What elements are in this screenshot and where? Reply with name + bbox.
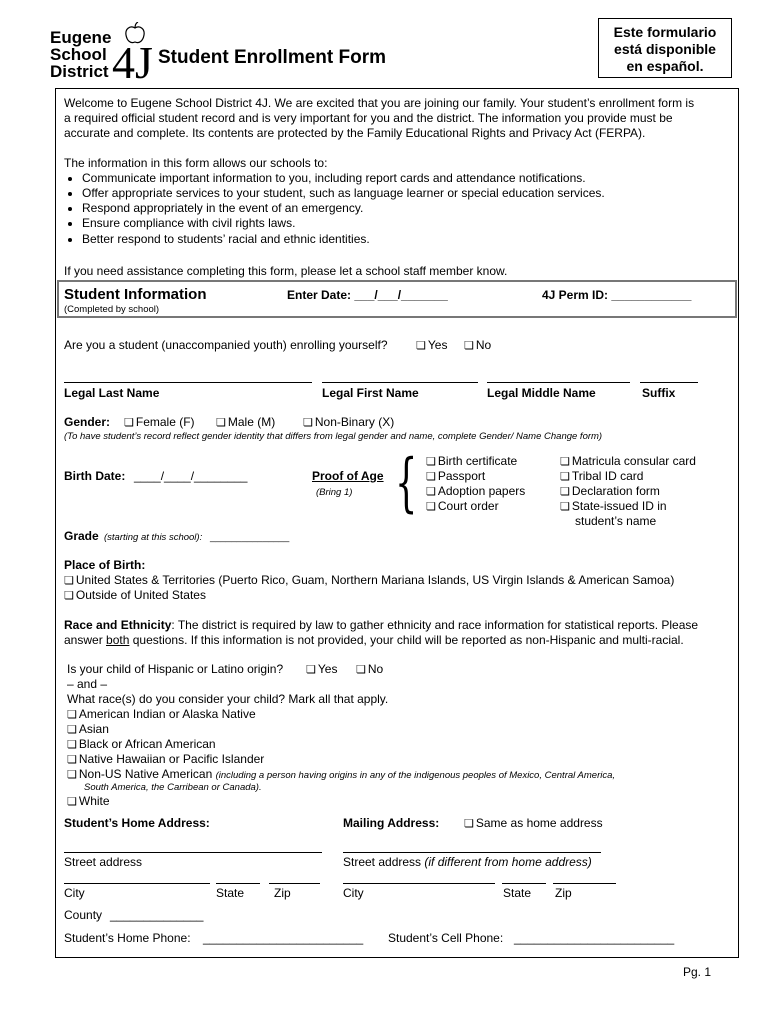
student-info-subtitle: (Completed by school) bbox=[64, 304, 160, 315]
proof-passport-checkbox[interactable]: ❏ Passport bbox=[426, 469, 485, 483]
home-state-line[interactable] bbox=[216, 883, 260, 884]
logo-4j-mark: 4J bbox=[112, 37, 153, 88]
list-item: • Communicate important information to you, including report cards and attendance notifications. bbox=[82, 171, 734, 186]
grade-field[interactable]: _______________ bbox=[210, 532, 290, 543]
list-item: • Offer appropriate services to your student, such as language learner or special education services. bbox=[82, 186, 734, 201]
first-name-line[interactable] bbox=[322, 382, 478, 383]
same-as-home-checkbox[interactable]: ❏ Same as home address bbox=[464, 816, 603, 830]
cell-phone-field[interactable]: ________________________ bbox=[514, 931, 675, 945]
gender-label: Gender: bbox=[64, 415, 111, 429]
middle-name-label: Legal Middle Name bbox=[487, 386, 596, 400]
proof-state-id-cont: student’s name bbox=[575, 514, 657, 528]
race-american-indian-checkbox[interactable]: ❏ American Indian or Alaska Native bbox=[67, 707, 256, 721]
race-answer-pre: answer bbox=[64, 633, 107, 647]
home-phone-field[interactable]: ________________________ bbox=[203, 931, 364, 945]
race-answer-both: both bbox=[106, 633, 130, 647]
gender-female-checkbox[interactable]: ❏ Female (F) bbox=[124, 415, 195, 429]
birth-us-checkbox[interactable]: ❏ United States & Territories (Puerto Rico, Guam, Northern Mariana Islands, US Virgin Islands & American Samoa) bbox=[64, 573, 674, 587]
race-asian-checkbox[interactable]: ❏ Asian bbox=[67, 722, 109, 736]
unaccompanied-question: Are you a student (unaccompanied youth) enrolling yourself? bbox=[64, 338, 388, 352]
grade-note: (starting at this school): bbox=[104, 532, 203, 543]
mailing-city-line[interactable] bbox=[343, 883, 495, 884]
home-city-label: City bbox=[64, 886, 85, 900]
welcome-line-2: a required official student record and is very important for you and the district. The information you provide must be bbox=[64, 111, 673, 126]
race-ethnicity-label: Race and Ethnicity bbox=[64, 618, 172, 632]
intro-section bbox=[64, 96, 734, 247]
race-non-us-note: (including a person having origins in any of the indigenous peoples of Mexico, Central America, bbox=[215, 770, 616, 781]
logo-line-2: School bbox=[50, 45, 107, 64]
proof-court-order-checkbox[interactable]: ❏ Court order bbox=[426, 499, 499, 513]
race-white-checkbox[interactable]: ❏ White bbox=[67, 794, 110, 808]
grade-label: Grade bbox=[64, 529, 99, 543]
proof-adoption-checkbox[interactable]: ❏ Adoption papers bbox=[426, 484, 525, 498]
mailing-zip-label: Zip bbox=[555, 886, 572, 900]
welcome-line-1: Welcome to Eugene School District 4J. We are excited that you are joining our family. Your student’s enrollment form is bbox=[64, 96, 695, 110]
hispanic-no-checkbox[interactable]: ❏ No bbox=[356, 662, 383, 676]
race-intro-line-1 bbox=[64, 618, 698, 632]
home-state-label: State bbox=[216, 886, 245, 900]
cell-phone-label: Student’s Cell Phone: bbox=[388, 931, 504, 945]
race-question: What race(s) do you consider your child? Mark all that apply. bbox=[67, 692, 389, 706]
mailing-state-label: State bbox=[503, 886, 532, 900]
unaccompanied-yes-checkbox[interactable]: ❏ Yes bbox=[416, 338, 447, 352]
mailing-zip-line[interactable] bbox=[553, 883, 616, 884]
spanish-line-3: en español. bbox=[626, 58, 704, 74]
proof-birth-certificate-checkbox[interactable]: ❏ Birth certificate bbox=[426, 454, 517, 468]
suffix-line[interactable] bbox=[640, 382, 698, 383]
mailing-city-label: City bbox=[343, 886, 364, 900]
place-of-birth-label: Place of Birth: bbox=[64, 558, 146, 572]
home-street-label: Street address bbox=[64, 855, 143, 869]
race-answer-post: questions. If this information is not provided, your child will be reported as non-Hispanic and multi-racial. bbox=[129, 633, 684, 647]
middle-name-line[interactable] bbox=[487, 382, 630, 383]
proof-state-id-checkbox[interactable]: ❏ State-issued ID in bbox=[560, 499, 667, 513]
gender-nonbinary-checkbox[interactable]: ❏ Non-Binary (X) bbox=[303, 415, 394, 429]
list-item: • Respond appropriately in the event of an emergency. bbox=[82, 201, 734, 216]
first-name-label: Legal First Name bbox=[322, 386, 419, 400]
gender-male-checkbox[interactable]: ❏ Male (M) bbox=[216, 415, 275, 429]
home-phone-label: Student’s Home Phone: bbox=[64, 931, 191, 945]
apple-icon bbox=[124, 22, 146, 46]
logo-line-1: Eugene bbox=[50, 28, 112, 47]
list-item: • Ensure compliance with civil rights laws. bbox=[82, 216, 734, 231]
home-zip-label: Zip bbox=[274, 886, 291, 900]
logo-line-3: District bbox=[50, 62, 109, 81]
list-item: • Better respond to students’ racial and ethnic identities. bbox=[82, 232, 734, 247]
proof-of-age-note: (Bring 1) bbox=[316, 487, 353, 498]
hispanic-yes-checkbox[interactable]: ❏ Yes bbox=[306, 662, 337, 676]
intro-allows: The information in this form allows our schools to: bbox=[64, 155, 328, 170]
proof-of-age-label: Proof of Age bbox=[312, 469, 384, 483]
race-non-us-row bbox=[67, 767, 615, 781]
race-black-checkbox[interactable]: ❏ Black or African American bbox=[67, 737, 216, 751]
mailing-address-label: Mailing Address: bbox=[343, 816, 440, 830]
home-city-line[interactable] bbox=[64, 883, 210, 884]
race-intro-text: : The district is required by law to gather ethnicity and race information for statistical reports. Please bbox=[171, 618, 699, 632]
mailing-state-line[interactable] bbox=[502, 883, 546, 884]
race-intro-line-2 bbox=[64, 633, 684, 647]
hispanic-question: Is your child of Hispanic or Latino origin? bbox=[67, 662, 284, 676]
birth-date-label: Birth Date: bbox=[64, 469, 126, 483]
mailing-street-label bbox=[343, 855, 592, 869]
page-number: Pg. 1 bbox=[683, 965, 712, 979]
last-name-label: Legal Last Name bbox=[64, 386, 160, 400]
gender-note: (To have student’s record reflect gender identity that differs from legal gender and name, complete Gender/ Name Change form) bbox=[64, 431, 603, 442]
proof-matricula-checkbox[interactable]: ❏ Matricula consular card bbox=[560, 454, 696, 468]
unaccompanied-no-checkbox[interactable]: ❏ No bbox=[464, 338, 491, 352]
perm-id-field[interactable]: 4J Perm ID: ____________ bbox=[542, 288, 692, 302]
brace-decoration: { bbox=[395, 446, 418, 520]
county-label: County bbox=[64, 908, 103, 922]
race-non-us-checkbox[interactable]: ❏ Non-US Native American bbox=[67, 767, 212, 781]
birth-outside-us-checkbox[interactable]: ❏ Outside of United States bbox=[64, 588, 206, 602]
spanish-line-1: Este formulario bbox=[613, 24, 717, 40]
student-info-title: Student Information bbox=[64, 286, 207, 303]
mailing-street-line[interactable] bbox=[343, 852, 601, 853]
intro-bullets bbox=[64, 171, 734, 247]
and-separator: – and – bbox=[67, 677, 108, 691]
suffix-label: Suffix bbox=[642, 386, 676, 400]
enter-date-field[interactable]: Enter Date: ___/___/_______ bbox=[287, 288, 448, 302]
county-field[interactable]: ______________ bbox=[110, 908, 204, 922]
race-non-us-note-cont: South America, the Carribean or Canada). bbox=[84, 782, 262, 793]
mailing-street-text: Street address bbox=[343, 855, 422, 869]
district-logo bbox=[50, 28, 153, 88]
home-address-label: Student’s Home Address: bbox=[64, 816, 210, 830]
spanish-line-2: está disponible bbox=[614, 41, 716, 57]
spanish-notice bbox=[598, 18, 732, 78]
birth-date-field[interactable]: ____/____/________ bbox=[134, 469, 248, 483]
home-zip-line[interactable] bbox=[269, 883, 320, 884]
welcome-line-3: accurate and complete. Its contents are protected by the Family Educational Rights and Privacy Act (FERPA). bbox=[64, 126, 646, 141]
race-pacific-islander-checkbox[interactable]: ❏ Native Hawaiian or Pacific Islander bbox=[67, 752, 264, 766]
home-street-line[interactable] bbox=[64, 852, 322, 853]
proof-tribal-id-checkbox[interactable]: ❏ Tribal ID card bbox=[560, 469, 643, 483]
page-title: Student Enrollment Form bbox=[158, 47, 386, 68]
proof-declaration-checkbox[interactable]: ❏ Declaration form bbox=[560, 484, 660, 498]
last-name-line[interactable] bbox=[64, 382, 312, 383]
mailing-street-note: (if different from home address) bbox=[424, 855, 592, 869]
assistance-note: If you need assistance completing this form, please let a school staff member know. bbox=[64, 264, 508, 278]
